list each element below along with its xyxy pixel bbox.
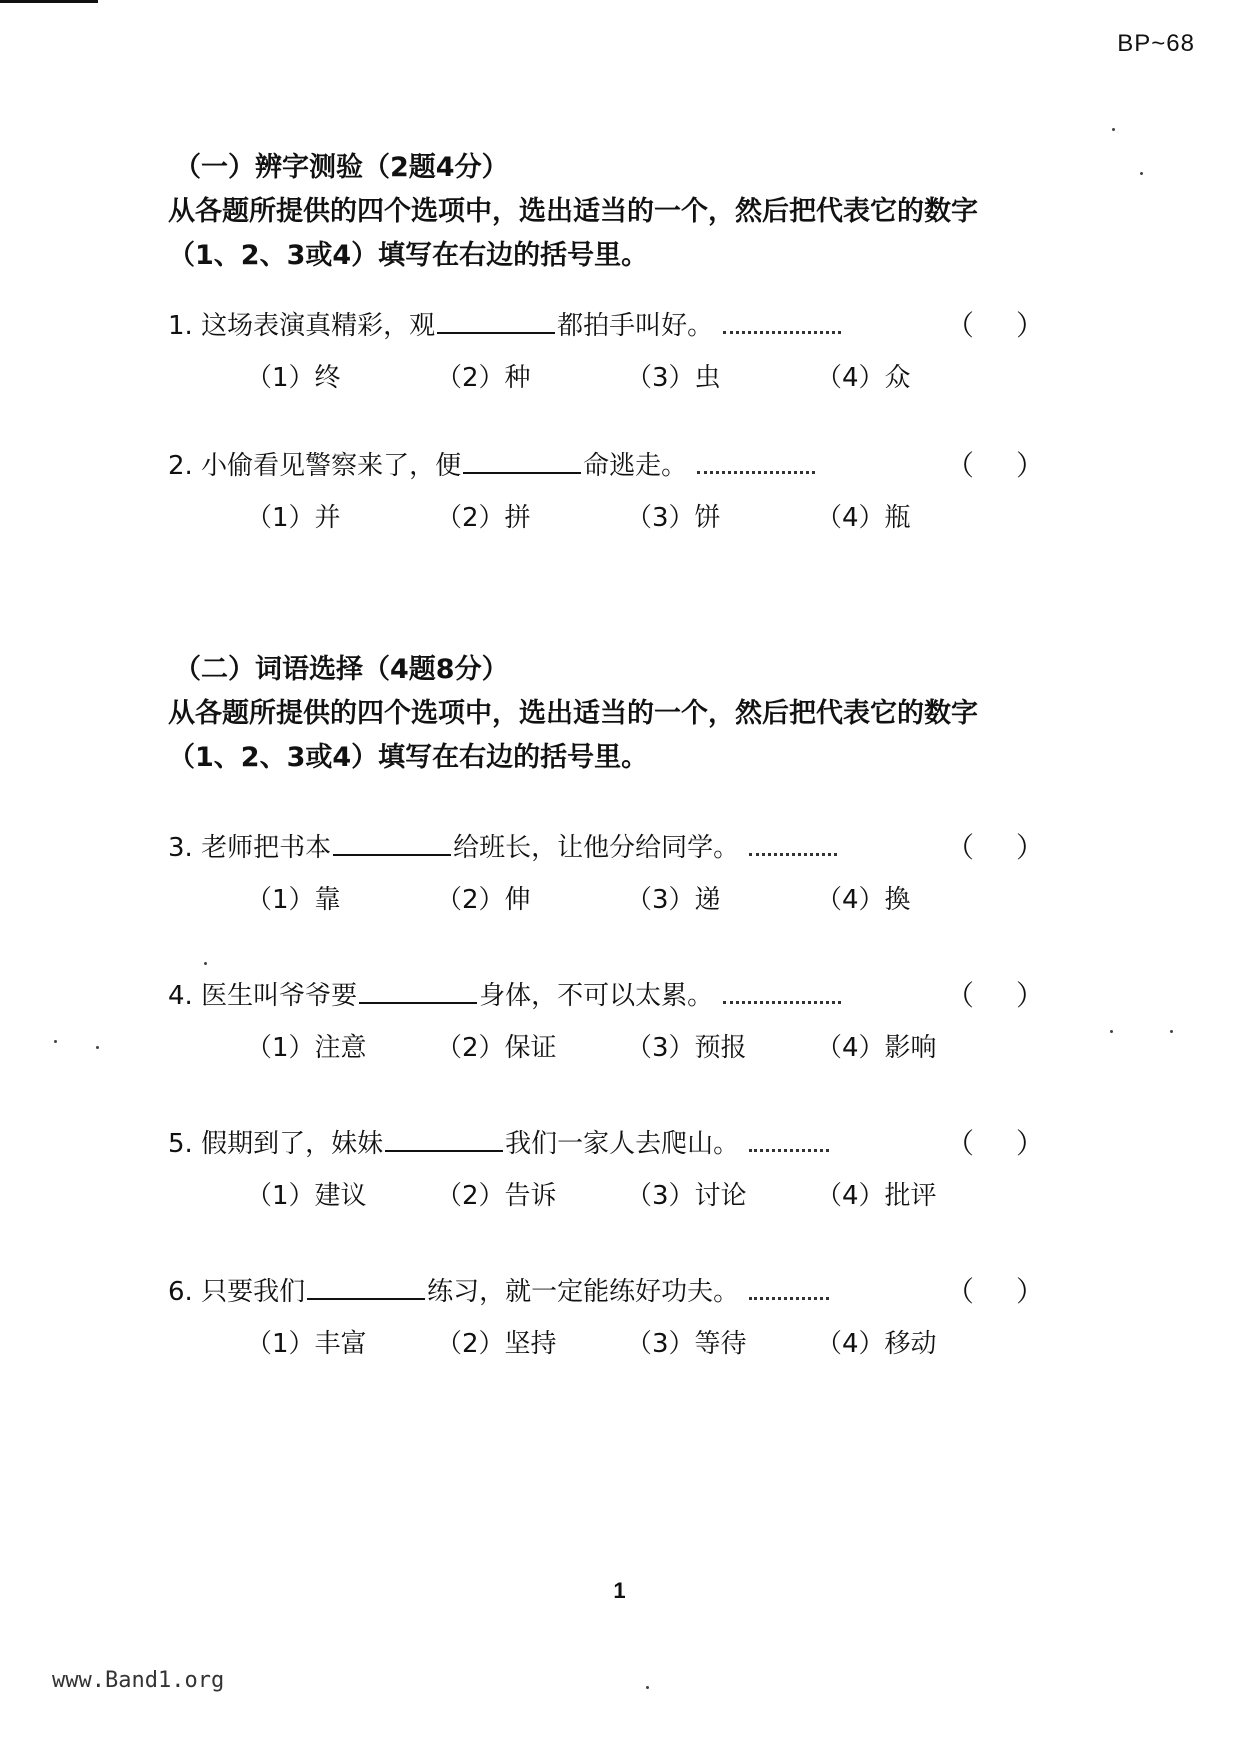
question-5 bbox=[168, 1124, 1068, 1214]
answer-blank bbox=[359, 978, 477, 1004]
scan-speck bbox=[646, 1686, 649, 1689]
option-1: （1）建议 bbox=[246, 1181, 367, 1211]
leader-dots bbox=[723, 311, 841, 334]
document-code: BP~68 bbox=[1117, 30, 1195, 57]
option-4: （4）瓶 bbox=[816, 503, 911, 533]
question-1 bbox=[168, 306, 1068, 396]
footer-website: www.Band1.org bbox=[52, 1668, 225, 1693]
answer-blank bbox=[385, 1126, 503, 1152]
option-3: （3）讨论 bbox=[626, 1181, 747, 1211]
scan-speck bbox=[1140, 172, 1143, 175]
question-number: 6. bbox=[168, 1277, 193, 1307]
question-4 bbox=[168, 976, 1068, 1066]
option-2: （2）种 bbox=[436, 363, 531, 393]
section-2 bbox=[168, 650, 1068, 780]
answer-blank bbox=[437, 308, 555, 334]
scan-speck bbox=[1170, 1030, 1173, 1033]
answer-paren-open: （ bbox=[946, 979, 975, 1012]
option-2: （2）伸 bbox=[436, 885, 531, 915]
answer-paren-close: ） bbox=[1016, 449, 1045, 482]
option-3: （3）虫 bbox=[626, 363, 721, 393]
page-number: 1 bbox=[613, 1578, 626, 1603]
option-3: （3）等待 bbox=[626, 1329, 747, 1359]
section-1 bbox=[168, 148, 1068, 278]
answer-paren-open: （ bbox=[946, 449, 975, 482]
leader-dots bbox=[697, 451, 815, 474]
option-4: （4）批评 bbox=[816, 1181, 937, 1211]
leader-dots bbox=[749, 1129, 829, 1152]
question-text-after: 都拍手叫好。 bbox=[557, 311, 714, 341]
option-1: （1）靠 bbox=[246, 885, 341, 915]
scan-speck bbox=[96, 1046, 99, 1049]
question-text-before: 这场表演真精彩，观 bbox=[201, 311, 436, 341]
answer-blank bbox=[307, 1274, 425, 1300]
option-2: （2）坚持 bbox=[436, 1329, 557, 1359]
question-text-before: 小偷看见警察来了，便 bbox=[201, 451, 462, 481]
answer-paren-open: （ bbox=[946, 831, 975, 864]
top-rule bbox=[0, 0, 98, 3]
scan-speck bbox=[1112, 128, 1115, 131]
option-4: （4）众 bbox=[816, 363, 911, 393]
question-text-after: 给班长，让他分给同学。 bbox=[453, 833, 740, 863]
section-2-instruction: 从各题所提供的四个选项中，选出适当的一个，然后把代表它的数字（1、2、3或4）填写在右边的括号里。 bbox=[168, 698, 978, 773]
option-1: （1）终 bbox=[246, 363, 341, 393]
leader-dots bbox=[749, 1277, 829, 1300]
scan-speck bbox=[204, 962, 207, 965]
answer-paren-close: ） bbox=[1016, 831, 1045, 864]
question-number: 5. bbox=[168, 1129, 193, 1159]
question-2 bbox=[168, 446, 1068, 536]
answer-paren-open: （ bbox=[946, 1275, 975, 1308]
answer-paren-close: ） bbox=[1016, 309, 1045, 342]
section-1-instruction: 从各题所提供的四个选项中，选出适当的一个，然后把代表它的数字（1、2、3或4）填写在右边的括号里。 bbox=[168, 196, 978, 271]
leader-dots bbox=[723, 981, 841, 1004]
option-2: （2）告诉 bbox=[436, 1181, 557, 1211]
option-3: （3）递 bbox=[626, 885, 721, 915]
answer-blank bbox=[463, 448, 581, 474]
question-3 bbox=[168, 828, 1068, 918]
question-number: 1. bbox=[168, 311, 193, 341]
option-4: （4）影响 bbox=[816, 1033, 937, 1063]
question-6 bbox=[168, 1272, 1068, 1362]
scan-speck bbox=[54, 1040, 57, 1043]
option-1: （1）并 bbox=[246, 503, 341, 533]
answer-paren-close: ） bbox=[1016, 1275, 1045, 1308]
option-3: （3）饼 bbox=[626, 503, 721, 533]
answer-paren-open: （ bbox=[946, 309, 975, 342]
option-4: （4）移动 bbox=[816, 1329, 937, 1359]
question-number: 2. bbox=[168, 451, 193, 481]
option-2: （2）保证 bbox=[436, 1033, 557, 1063]
question-text-before: 假期到了，妹妹 bbox=[201, 1129, 384, 1159]
scan-speck bbox=[1110, 1030, 1113, 1033]
answer-paren-close: ） bbox=[1016, 979, 1045, 1012]
section-1-title: （一）辨字测验（2题4分） bbox=[174, 152, 509, 183]
question-text-before: 老师把书本 bbox=[201, 833, 332, 863]
option-1: （1）注意 bbox=[246, 1033, 367, 1063]
question-text-after: 身体，不可以太累。 bbox=[479, 981, 714, 1011]
option-3: （3）预报 bbox=[626, 1033, 747, 1063]
question-number: 3. bbox=[168, 833, 193, 863]
option-4: （4）換 bbox=[816, 885, 911, 915]
option-1: （1）丰富 bbox=[246, 1329, 367, 1359]
answer-blank bbox=[333, 830, 451, 856]
answer-paren-close: ） bbox=[1016, 1127, 1045, 1160]
question-text-after: 练习，就一定能练好功夫。 bbox=[427, 1277, 740, 1307]
question-text-after: 命逃走。 bbox=[583, 451, 688, 481]
question-number: 4. bbox=[168, 981, 193, 1011]
leader-dots bbox=[749, 833, 837, 856]
section-2-title: （二）词语选择（4题8分） bbox=[174, 654, 509, 685]
option-2: （2）拼 bbox=[436, 503, 531, 533]
question-text-before: 只要我们 bbox=[201, 1277, 306, 1307]
answer-paren-open: （ bbox=[946, 1127, 975, 1160]
question-text-after: 我们一家人去爬山。 bbox=[505, 1129, 740, 1159]
question-text-before: 医生叫爷爷要 bbox=[201, 981, 358, 1011]
